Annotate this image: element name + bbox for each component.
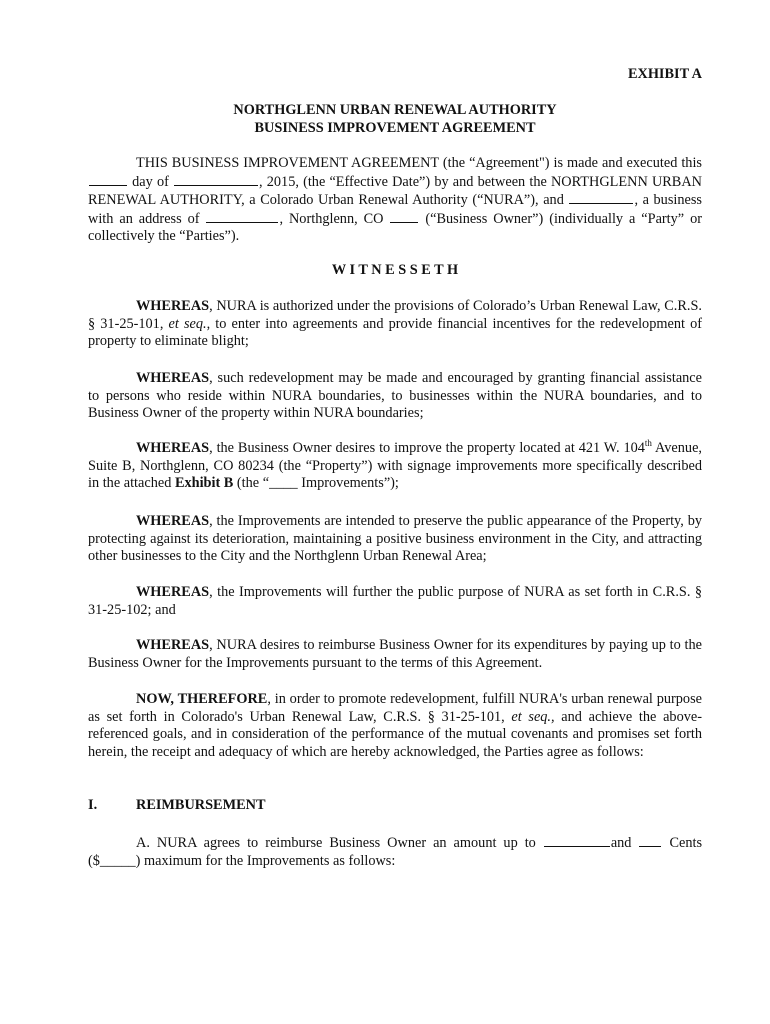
agreement-title: BUSINESS IMPROVEMENT AGREEMENT: [254, 120, 536, 136]
amount-words-blank: [544, 834, 610, 847]
recital-4: WHEREAS, the Improvements are intended to preserve the public appearance of the Property, by protecting against its deterioration, maintaining a positive business environment in the City, and attracting other businesses to the City and the Northglenn Urban Renewal Area;: [88, 513, 702, 565]
witnesseth-heading: W I T N E S S E T H: [331, 262, 459, 278]
recital-5: WHEREAS, the Improvements will further the public purpose of NURA as set forth in C.R.S. § 31-25-102; and: [88, 584, 702, 618]
address-blank: [206, 210, 278, 223]
recital-2: WHEREAS, such redevelopment may be made and encouraged by granting financial assistance to persons who reside within NURA boundaries, to businesses within the NURA boundaries, and to Business Owner of the property within NURA boundaries;: [88, 370, 702, 422]
recital-3: WHEREAS, the Business Owner desires to improve the property located at 421 W. 104th Avenue, Suite B, Northglenn, CO 80234 (the “Property”) with signage improvements more specifically described in the attached Exhibit B (the “____ Improvements”);: [88, 438, 702, 492]
exhibit-label: EXHIBIT A: [627, 66, 702, 82]
zip-blank: [390, 210, 418, 223]
section-heading: I. REIMBURSEMENT: [88, 797, 266, 813]
month-blank: [174, 173, 258, 186]
clause-a: A. NURA agrees to reimburse Business Owner an amount up to and Cents ($_____) maximum for the Improvements as follows:: [88, 835, 703, 869]
recital-1: WHEREAS, NURA is authorized under the provisions of Colorado’s Urban Renewal Law, C.R.S. § 31-25-101, et seq., to enter into agreements and provide financial incentives for the redevelopment of property to eliminate blight;: [88, 298, 702, 350]
authority-heading: NORTHGLENN URBAN RENEWAL AUTHORITY: [233, 102, 557, 118]
now-therefore-paragraph: NOW, THEREFORE, in order to promote redevelopment, fulfill NURA's urban renewal purpose as set forth in Colorado's Urban Renewal Law, C.R.S. § 31-25-101, et seq., and achieve the above-referenced goals, and in consideration of the performance of the mutual covenants and promises set forth herein, the receipt and adequacy of which are hereby acknowledged, the Parties agree as follows:: [88, 691, 702, 760]
intro-paragraph: THIS BUSINESS IMPROVEMENT AGREEMENT (the “Agreement") is made and executed this day of , 2015, (the “Effective Date”) by and between the NORTHGLENN URBAN RENEWAL AUTHORITY, a Colorado Urban Renewal Authority (“NURA”), and , a business with an address of , Northglenn, CO (“Business Owner”) (individually a “Party” or collectively the “Parties”).: [88, 155, 703, 245]
business-name-blank: [569, 191, 633, 204]
day-blank: [89, 173, 127, 186]
cents-blank: [639, 834, 661, 847]
recital-6: WHEREAS, NURA desires to reimburse Business Owner for its expenditures by paying up to the Business Owner for the Improvements pursuant to the terms of this Agreement.: [88, 637, 702, 671]
